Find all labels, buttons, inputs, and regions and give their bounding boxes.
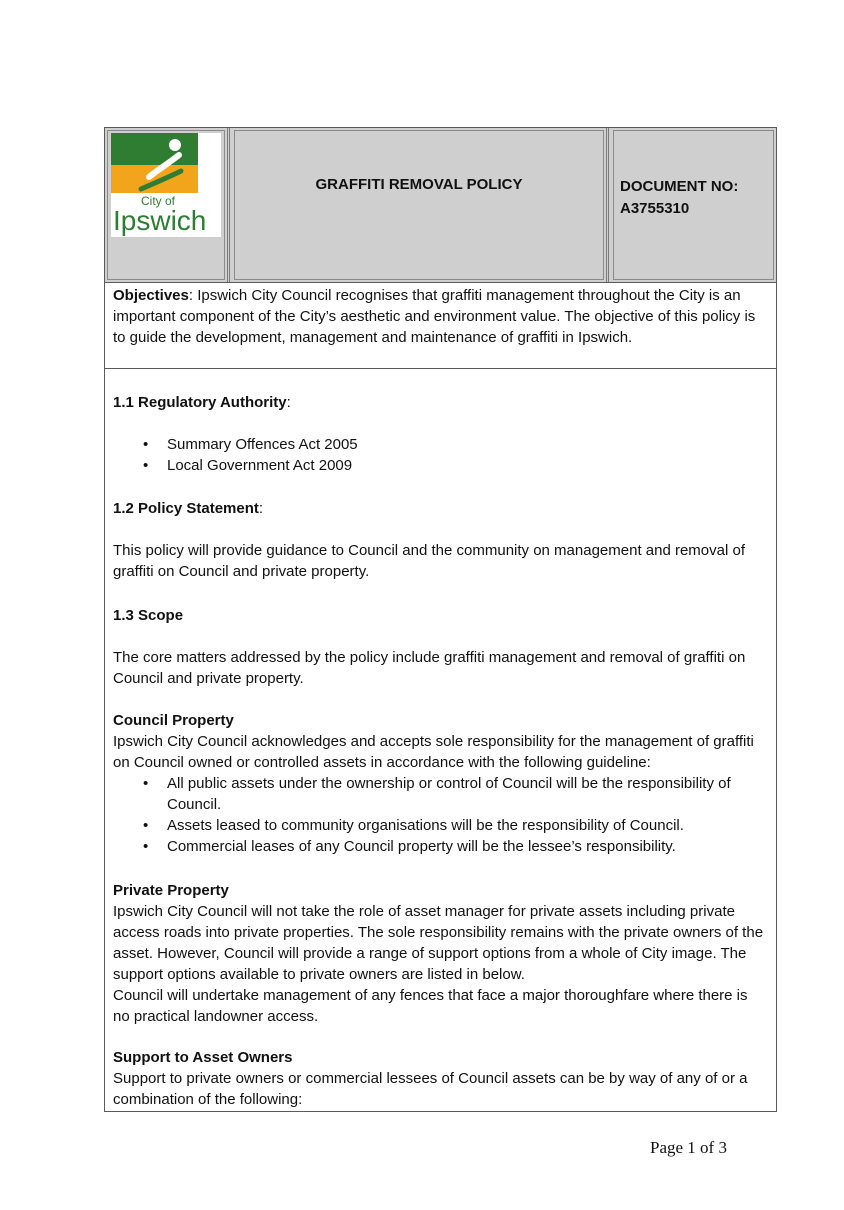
support-text: Support to private owners or commercial lessees of Council assets can be by way of any of or a combination of the following: — [113, 1070, 748, 1108]
list-item: • All public assets under the ownership or control of Council will be the responsibility of Council. — [113, 773, 768, 815]
section-1-3-heading: 1.3 Scope — [113, 607, 184, 624]
private-property-text-2: Council will undertake management of any fences that face a major thoroughfare where there is no practical landowner access. — [113, 987, 748, 1025]
list-item: • Summary Offences Act 2005 — [113, 434, 768, 455]
section-1-1-heading: 1.1 Regulatory Authority — [113, 394, 287, 411]
council-property-list — [113, 773, 768, 857]
objectives-text: : Ipswich City Council recognises that graffiti management throughout the City is an important component of the City’s aesthetic and environment value. The objective of this policy is to guide the development, management and maintenance of graffiti in Ipswich. — [113, 287, 756, 346]
doc-number-value: A3755310 — [620, 200, 690, 217]
objectives-label: Objectives — [113, 287, 189, 304]
logo-main-text: Ipswich — [113, 205, 207, 236]
list-item: • Local Government Act 2009 — [113, 455, 768, 476]
title-cell — [232, 128, 609, 282]
support-heading: Support to Asset Owners — [113, 1049, 293, 1066]
regulatory-list — [113, 434, 768, 476]
ipswich-logo — [111, 133, 221, 237]
list-item: • Assets leased to community organisations will be the responsibility of Council. — [113, 815, 768, 836]
doc-number-cell — [611, 128, 776, 282]
scope-text: The core matters addressed by the policy include graffiti management and removal of graffiti on Council and private property. — [113, 649, 746, 687]
private-property-text: Ipswich City Council will not take the role of asset manager for private assets including private access roads into private properties. The sole responsibility remains with the private owners of the asset. However, Council will provide a range of support options from a whole of City image. The support options available to private owners are listed in below. — [113, 903, 764, 983]
policy-statement-text: This policy will provide guidance to Council and the community on management and removal of graffiti on Council and private property. — [113, 542, 745, 580]
page-number: Page 1 of 3 — [650, 1138, 727, 1157]
private-property-heading: Private Property — [113, 882, 229, 899]
logo-small-text: City of — [141, 194, 176, 208]
logo-cell — [105, 128, 230, 282]
doc-number-label: DOCUMENT NO: — [620, 178, 739, 195]
document-header — [105, 128, 776, 283]
section-1-2-heading: 1.2 Policy Statement — [113, 500, 259, 517]
policy-document: City of Ipswich GRAFFITI REMOVAL POLICY DOCUMENT NO: A3755310 Objectives: Ipswich City Council recognises that graffiti management throughout the City is an important component of the City’s aesthetic and environment value. The objective of this policy is to guide the development, management and maintenance of graffiti in Ipswich. 1.1 Regulatory Authority: • Summary Offences Act 2005 • Local Government Act 2009 1.2 Policy Statement: This policy will provide guidance to Council and the community on management and removal of graffiti on Council and private property. 1.3 Scope The core matters addressed by the policy include graffiti management and removal of graffiti on Council and private property. Council Property Ipswich City Council acknowledges and accepts sole responsibility for the management of graffiti on Council owned or controlled assets in accordance with the following guideline: • All public assets under the ownership or control of Council will be the responsibility of Council. • Assets leased to community organisations will be the responsibility of Council. • Commercial leases of any Council property will be the lessee’s responsibility. Private Property Ipswich City Council will not take the role of asset manager for private assets including private access roads into private properties. The sole responsibility remains with the private owners of the asset. However, Council will provide a range of support options from a whole of City image. The support options available to private owners are listed in below. Council will undertake management of any fences that face a major thoroughfare where there is no practical landowner access. Support to Asset Owners Support to private owners or commercial lessees of Council assets can be by way of any of or a combination of the following: — [104, 127, 777, 1112]
list-item: • Commercial leases of any Council property will be the lessee’s responsibility. — [113, 836, 768, 857]
council-property-text: Ipswich City Council acknowledges and accepts sole responsibility for the management of graffiti on Council owned or controlled assets in accordance with the following guideline: — [113, 733, 754, 771]
document-title: GRAFFITI REMOVAL POLICY — [315, 176, 523, 193]
council-property-heading: Council Property — [113, 712, 234, 729]
objectives-section — [105, 283, 776, 369]
